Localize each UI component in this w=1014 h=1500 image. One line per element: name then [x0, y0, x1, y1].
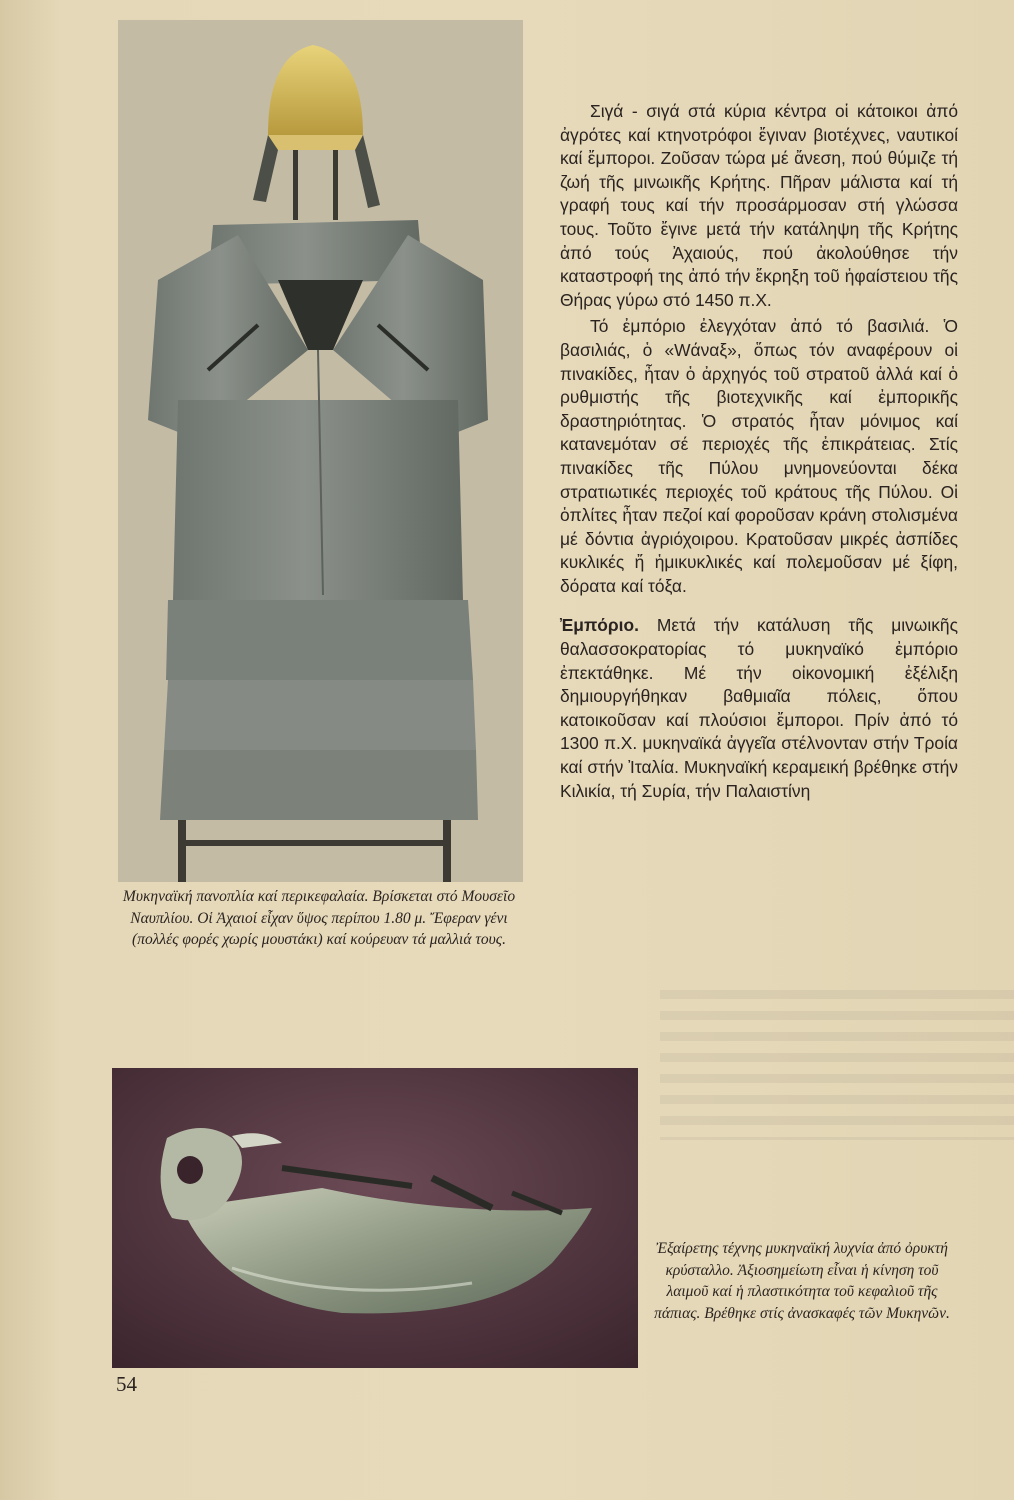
main-text-column	[560, 100, 958, 803]
paragraph-1: Σιγά - σιγά στά κύρια κέντρα οἱ κάτοικοι ἀπό ἀγρότες καί κτηνοτρόφοι ἔγιναν βιοτέχνες, ναυτικοί καί ἔμποροι. Ζοῦσαν τώρα μέ ἄνεση, πού θύμιζε τή ζωή τῆς μινωικῆς Κρήτης. Πῆραν μάλιστα καί τή γραφή τους καί τήν προσάρμοσαν στή γλώσσα τους. Τοῦτο ἔγινε μετά τήν κατάληψη τῆς Κρήτης ἀπό τούς Ἀχαιούς, πού ἀκολούθησε τήν καταστροφή της ἀπό τήν ἔκρηξη τοῦ ἡφαίστειου τῆς Θήρας γύρω στό 1450 π.Χ.	[560, 101, 958, 310]
show-through-text	[660, 990, 1014, 1140]
lamp-caption: Ἐξαίρετης τέχνης μυκηναϊκή λυχνία ἀπό ὀρυκτή κρύσταλλο. Ἀξιοσημείωτη εἶναι ἡ κίνηση τοῦ λαιμοῦ καί ἡ πλαστικότητα τοῦ κεφαλιοῦ τῆς πάπιας. Βρέθηκε στίς ἀνασκαφές τῶν Μυκηνῶν.	[654, 1240, 950, 1322]
armor-photo	[118, 20, 523, 882]
paragraph-3	[560, 614, 958, 803]
armor-caption: Μυκηναϊκή πανοπλία καί περικεφαλαία. Βρίσκεται στό Μουσεῖο Ναυπλίου. Οἱ Ἀχαιοί εἶχαν ὕψος περίπου 1.80 μ. Ἔφεραν γένι (πολλές φορές χωρίς μουστάκι) καί κούρευαν τά μαλλιά τους.	[122, 888, 516, 948]
section-heading-trade: Ἐμπόριο.	[560, 615, 639, 636]
paragraph-2: Τό ἐμπόριο ἐλεγχόταν ἀπό τό βασιλιά. Ὁ βασιλιάς, ὁ «Wάναξ», ὅπως τόν αναφέρουν οἱ πινακίδες, ἦταν ὁ ἀρχηγός τοῦ στρατοῦ ἀλλά καί ὁ ρυθμιστής τῆς βιοτεχνικῆς καί ἐμπορικῆς δραστηριότητας. Ὁ στρατός ἦταν μόνιμος καί κατανεμόταν σέ περιοχές τῆς ἐπικράτειας. Στίς πινακίδες τῆς Πύλου μνημονεύονται δέκα στρατιωτικές περιοχές τοῦ κράτους τῆς Πύλου. Οἱ ὁπλίτες ἦταν πεζοί καί φοροῦσαν κράνη στολισμένα μέ δόντια ἀγριόχοιρου. Κρατοῦσαν μικρές ἀσπίδες κυκλικές ἤ ἡμικυκλικές καί πολεμοῦσαν μέ ξίφη, δόρατα καί τόξα.	[560, 316, 958, 596]
paragraph-3-text: Μετά τήν κατάλυση τῆς μινωικῆς θαλασσοκρατορίας τό μυκηναϊκό ἐμπόριο ἐπεκτάθηκε. Μέ τήν οἰκονομική ἐξέλιξη δημιουργήθηκαν βαθμιαῖα πόλεις, ὅπου κατοικοῦσαν καί πλούσιοι ἔμποροι. Πρίν ἀπό τό 1300 π.Χ. μυκηναϊκά ἀγγεῖα στέλνονταν στήν Τροία καί στήν Ἰταλία. Μυκηναϊκή κεραμεική βρέθηκε στήν Κιλικία, τή Συρία, τήν Παλαιστίνη	[560, 615, 958, 801]
page-number: 54	[116, 1372, 137, 1396]
lamp-photo	[112, 1068, 638, 1368]
